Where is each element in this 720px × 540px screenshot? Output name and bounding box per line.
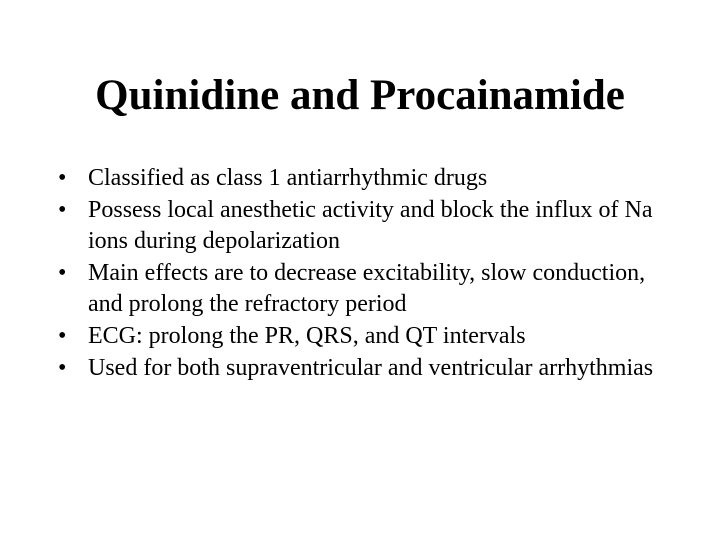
bullet-text: ECG: prolong the PR, QRS, and QT intervals [88,323,526,349]
bullet-item [58,195,658,257]
bullet-dot-icon: • [58,355,67,381]
bullet-text: Used for both supraventricular and ventricular arrhythmias [88,355,654,381]
bullet-dot-icon: • [58,260,67,286]
bullet-dot-icon: • [58,323,67,349]
bullet-item [58,163,658,194]
bullet-dot-icon: • [58,197,67,223]
bullet-item [58,321,658,352]
bullet-text: Possess local anesthetic activity and block the influx of Na ions during depolarization [88,197,653,254]
bullet-list [58,163,658,385]
bullet-item [58,353,658,384]
bullet-text: Classified as class 1 antiarrhythmic drugs [88,165,488,191]
slide-title: Quinidine and Procainamide [95,72,625,119]
bullet-text: Main effects are to decrease excitability, slow conduction, and prolong the refractory period [88,260,646,317]
bullet-dot-icon: • [58,165,67,191]
bullet-item [58,258,658,320]
